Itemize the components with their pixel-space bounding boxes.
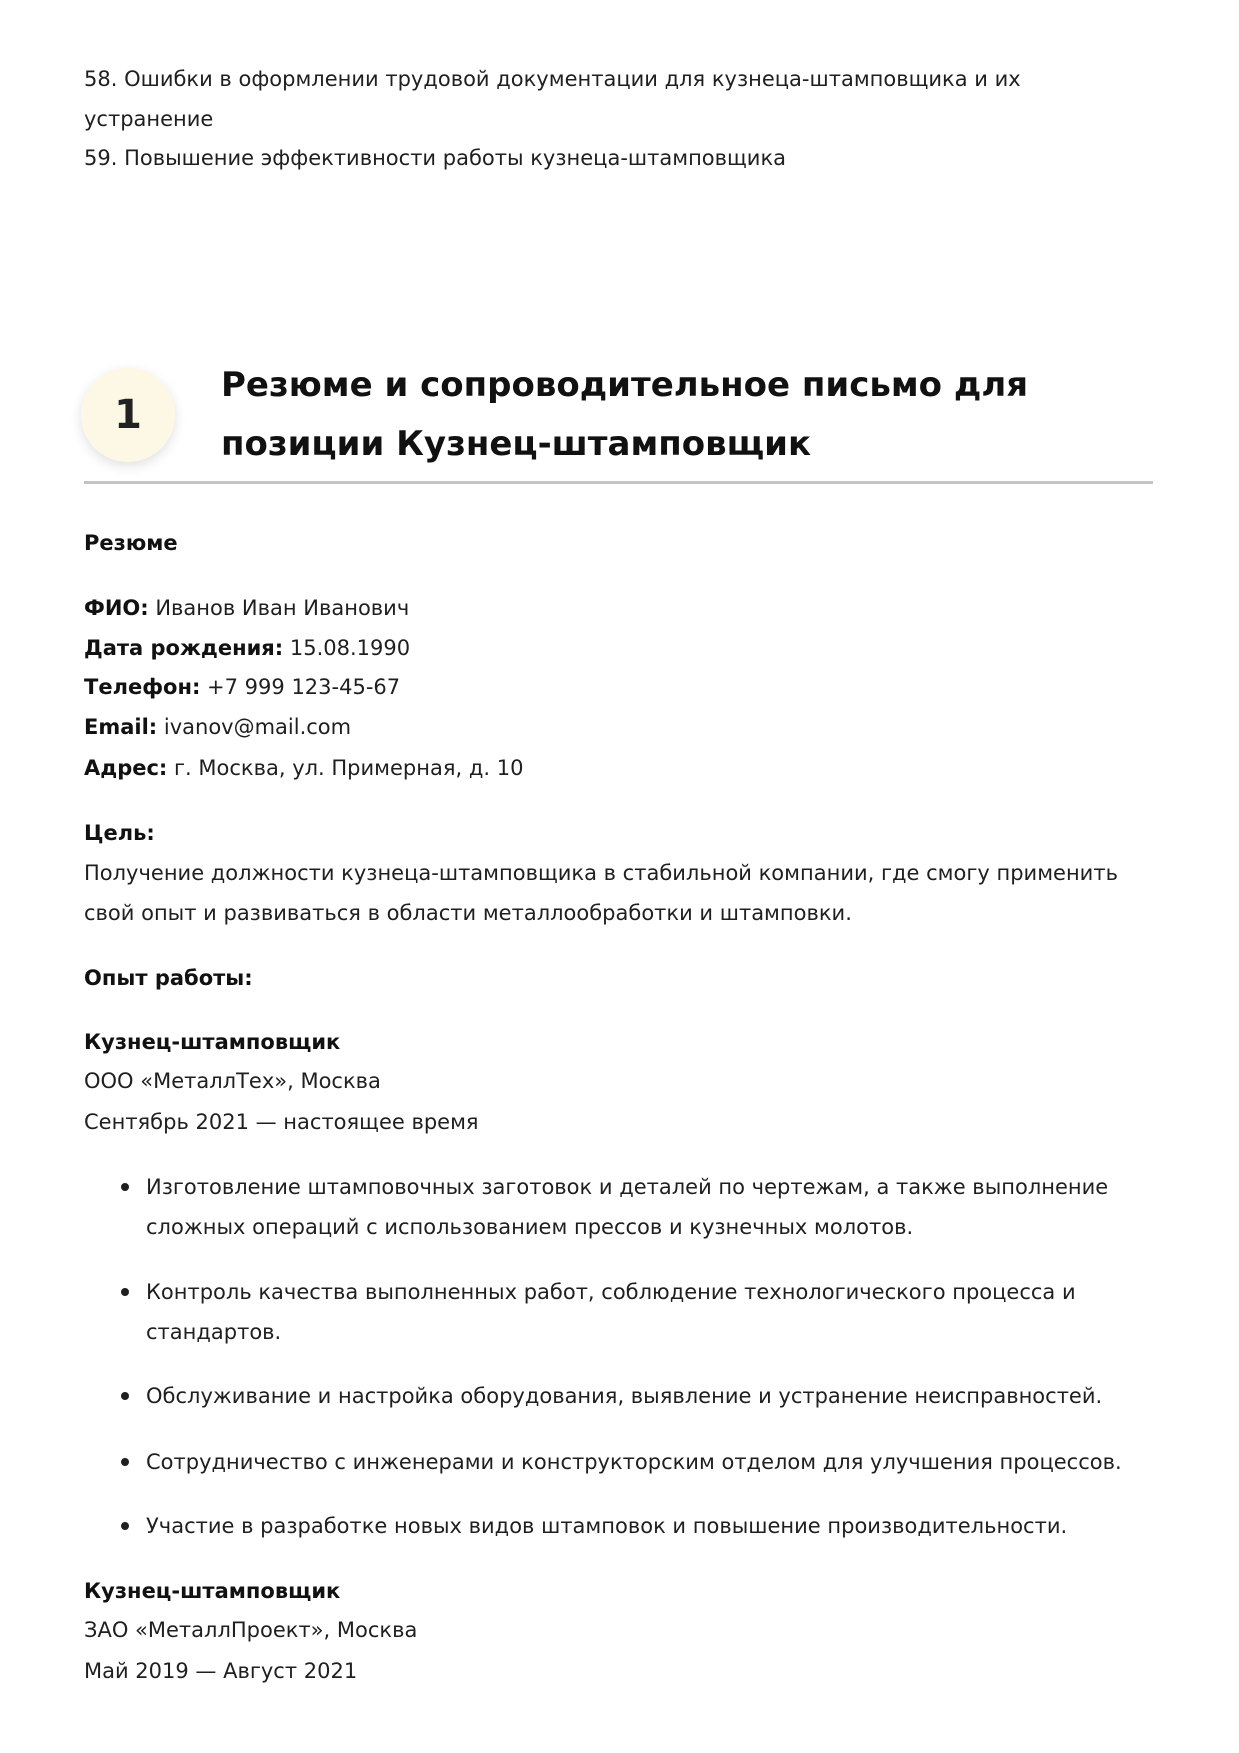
field-phone [84,667,400,707]
field-address [84,748,523,788]
field-label: Дата рождения: [84,636,284,660]
field-value: +7 999 123-45-67 [200,675,401,699]
field-birthdate [84,628,410,668]
job-period: Сентябрь 2021 — настоящее время [84,1110,479,1134]
job-company: ООО «МеталлТех», Москва [84,1069,381,1093]
experience-label: Опыт работы: [84,966,253,990]
field-value: г. Москва, ул. Примерная, д. 10 [167,756,524,780]
duty-list-item: Сотрудничество с инженерами и конструкторским отделом для улучшения процессов. [146,1442,1206,1482]
section-number-badge: 1 [81,368,175,462]
duty-list-item: Участие в разработке новых видов штамповок и повышение производительности. [146,1506,1206,1546]
field-label: ФИО: [84,596,149,620]
duty-list-item: Изготовление штамповочных заготовок и деталей по чертежам, а также выполнение сложных операций с использованием прессов и кузнечных молотов. [146,1167,1156,1247]
field-value: ivanov@mail.com [157,715,352,739]
goal-label: Цель: [84,821,155,845]
field-value: Иванов Иван Иванович [148,596,410,620]
duty-list-item: Контроль качества выполненных работ, соблюдение технологического процесса и стандартов. [146,1272,1156,1352]
job-title: Кузнец-штамповщик [84,1030,341,1054]
toc-item-59[interactable]: 59. Повышение эффективности работы кузнеца-штамповщика [84,146,787,170]
field-name [84,588,409,628]
section-title: Резюме и сопроводительное письмо для позиции Кузнец-штамповщик [221,365,1029,464]
field-label: Email: [84,715,158,739]
section-divider [84,481,1153,484]
resume-heading: Резюме [84,531,178,555]
job-title: Кузнец-штамповщик [84,1579,341,1603]
field-label: Телефон: [84,675,201,699]
toc-item-58[interactable]: 58. Ошибки в оформлении трудовой документации для кузнеца-штамповщика и их устранение [84,67,1021,131]
job-period: Май 2019 — Август 2021 [84,1659,358,1683]
field-label: Адрес: [84,756,168,780]
duty-list-item: Обслуживание и настройка оборудования, выявление и устранение неисправностей. [146,1376,1206,1416]
field-email [84,707,351,747]
job-company: ЗАО «МеталлПроект», Москва [84,1618,418,1642]
field-value: 15.08.1990 [283,636,411,660]
goal-text: Получение должности кузнеца-штамповщика в стабильной компании, где смогу применить свой опыт и развиваться в области металлообработки и штамповки. [84,861,1118,925]
